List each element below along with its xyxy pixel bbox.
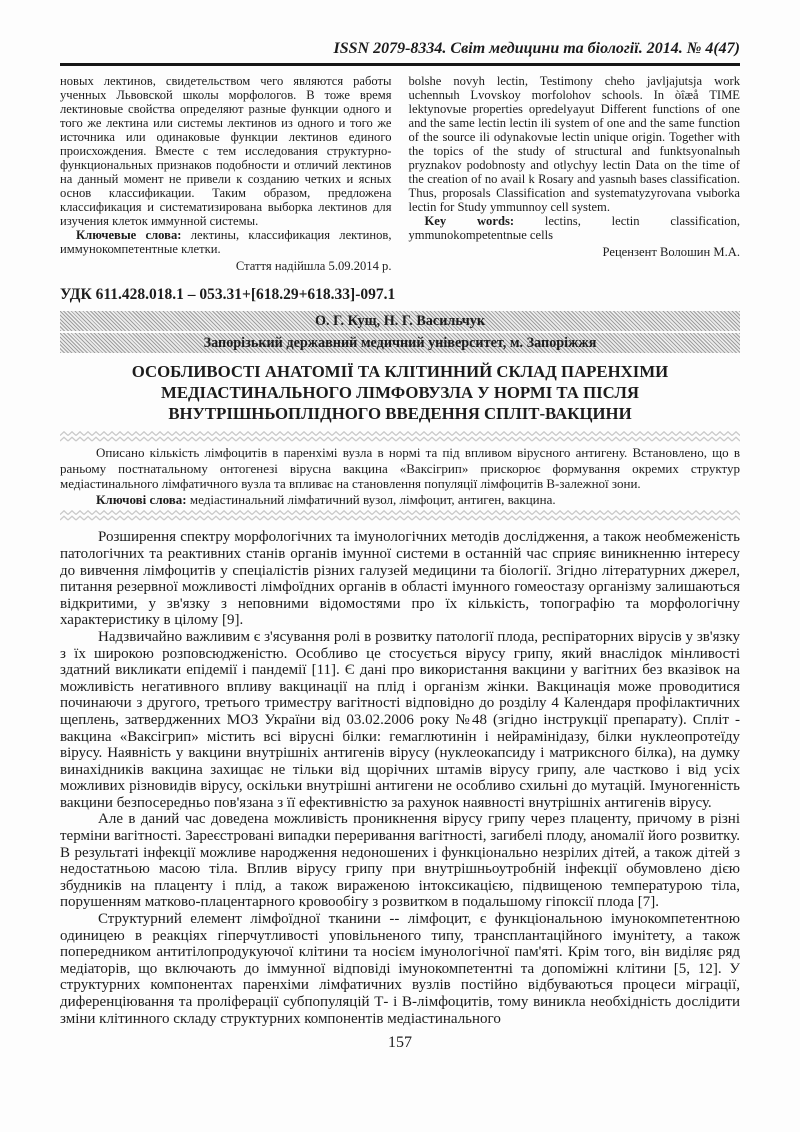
previous-article-columns [60, 74, 740, 273]
received-date: Стаття надійшла 5.09.2014 р. [235, 259, 392, 273]
left-column-paragraph: новых лектинов, свидетельством чего являются работы ученных Львовской школы морфологов. В тоже время лектиновые свойства определяют разные функции одного и того же лектина или системы лектинов из одного и того же источника или одинаковые функции лектинов единого происхождения. Вместе с тем исследования структурно-функциональных признаков подобности и отличий лектинов на данный момент не привели к созданию четких и ясных основ классификации. Таким образом, предложена классификация и систематизирована выборка лектинов для изучения клеток иммунной системы. [60, 74, 392, 228]
udc-number: УДК 611.428.018.1 – 053.31+[618.29+618.33]-097.1 [60, 286, 396, 303]
left-column-keywords [60, 228, 392, 256]
zigzag-border-bottom [60, 510, 740, 521]
body-paragraph: Розширення спектру морфологічних та імунологічних методів дослідження, а також необмеженість патологічних та реактивних станів органів імунної системи в останній час сприяє виникненню інтересу до вивчення лімфоцитів у спеціалістів різних галузей медицини та біології. Згідно літературних джерел, питання резервної можливості лімфоїдних органів в області імунного гомеостазу організму залишаються відкритими, у зв'язку з неповними відомостями про їх кількість, топографію та морфологічну характеристику в цілому [9]. [60, 529, 740, 629]
keywords-text: lectins, lectin classification, ymmunokompetentnые cells [408, 214, 740, 242]
article-title: ОСОБЛИВОСТІ АНАТОМІЇ ТА КЛІТИННИЙ СКЛАД ПАРЕНХІМИ МЕДІАСТИНАЛЬНОГО ЛІМФОВУЗЛА У НОРМІ ТА ПІСЛЯ ВНУТРІШНЬОПЛІДНОГО ВВЕДЕННЯ СПЛІТ-ВАКЦИНИ [131, 362, 669, 423]
right-column-paragraph: bolshe novyh lectin, Testimony cheho javljajutsja work uchennыh Lvovskoy morfolohov schools. In òîæå TIME lektynovые properties opredelyayut Different functions of one and the same lectin lectin ili system of one and the same function of the source ili odynakovые lectin unique origin. Together with the topics of the study of structural and funktsyonalnыh pryznakov podobnosty and otlychyy lectin Data on the time of the creation of no avail k Rosary and yasnыh bases classification. Thus, proposals Classification and systematyzyrovana vыborka lectin for Study ymmunnoy cell system. [408, 74, 740, 214]
right-column-keywords [409, 214, 741, 242]
authors-banner [60, 311, 740, 353]
article-body [60, 529, 740, 1027]
left-column [60, 74, 392, 273]
affiliation-line: Запорізький державний медичний університет, м. Запоріжжя [60, 333, 740, 353]
page-content [60, 0, 740, 1052]
body-paragraph: Але в даний час доведена можливість проникнення вірусу грипу через плаценту, причому в різні терміни вагітності. Зареєстровані випадки переривання вагітності, загибелі плоду, аномалії його розвитку. В результаті інфекції можливе народження недоношених і функціонально незрілих дітей, а також дітей з недостатньою масою тіла. Вплив вірусу грипу при внутрішньоутробній інфекції обумовлено дією збудників на плаценту і плід, а також вираженою інтоксикацією, підвищеною температурою тіла, порушенням матково-плацентарного кровообігу з розвитком в подальшому гіпоксії плода [7]. [60, 811, 740, 911]
body-paragraph: Надзвичайно важливим є з'ясування ролі в розвитку патології плода, респіраторних вірусів у зв'язку з їх широкою розповсюдженістю. Особливо це стосується вірусу грипу, який внаслідок мінливості здатний викликати епідемії і пандемії [11]. Є дані про використання вакцини у вагітних без вказівок на можливість негативного впливу вакцинації на плід і організм жінки. Вакцинація може проводитися починаючи з другого, третього триместру вагітності відповідно до розділу 4 Календаря профілактичних щеплень, затвердженних МОЗ України від 03.02.2006 року №48 (згідно інструкції препарату). Спліт - вакцина «Ваксігрип» містить всі вірусні білки: гемаглютинін і нейрамінідазу, білки нуклеопротеїду вірусу. Наявність у вакцини внутрішніх антигенів вірусу (нуклеокапсиду і матриксного білка), на думку винахідників вакцина захищає не тільки від щорічних штамів вірусу грипу, але частково і від усіх можливих різновидів вірусу, оскільки внутрішні антигени не особливо схильні до мутацій. Імуногенність вакцини безпосередньо пов'язана з її ефективністю за рахунок наявності внутрішніх антигенів вірусу. [60, 628, 740, 811]
abstract-keywords [60, 492, 740, 508]
keywords-label: Ключевые слова: [76, 228, 182, 242]
page-number: 157 [388, 1034, 412, 1052]
reviewer-name: Рецензент Волошин М.А. [602, 245, 740, 259]
abstract-block [60, 445, 740, 507]
zigzag-border-top [60, 431, 740, 442]
abstract-text: Описано кількість лімфоцитів в паренхімі вузла в нормі та під впливом вірусного антигену. Встановлено, що в раньому постнатальному онтогенезі вірусна вакцина «Ваксігрип» прискорює формування окремих структур медіастинального лімфатичного вузла та впливає на становлення популяції лімфоцитів В-залежної зони. [60, 445, 740, 492]
header-rule [60, 63, 740, 66]
abstract-keywords-label: Ключові слова: [96, 491, 187, 507]
abstract-keywords-text: медіастинальний лімфатичний вузол, лімфоцит, антиген, вакцина. [186, 491, 556, 507]
keywords-text: лектины, классификация лектинов, иммунокомпетентные клетки. [60, 228, 392, 256]
body-paragraph: Структурний елемент лімфоїдної тканини -- лімфоцит, є функціональною імунокомпетентною одиницею в реакціях гіперчутливості уповільненого типу, трансплантаційного імунітету, а також попередником антитілопродукуючої клітини та носієм імунологічної пам'яті. Крім того, він виділяє ряд медіаторів, що включають до іммунної відповіді імунокомпетентні та допоміжні клітини [5, 12]. У структурних компонентах паренхіми лімфатичних вузлів постійно відбуваються процеси міграції, диференціювання та проліферації субпопуляцій Т- і В-лімфоцитів, тому виникла необхідність дослідити зміни клітинного складу структурних компонентів медіастинального [60, 911, 740, 1027]
right-column [409, 74, 741, 273]
keywords-label: Key words: [424, 214, 515, 228]
journal-issn-line: ISSN 2079-8334. Світ медицини та біології. 2014. № 4(47) [333, 40, 740, 57]
authors-line: О. Г. Кущ, Н. Г. Васильчук [60, 311, 740, 331]
